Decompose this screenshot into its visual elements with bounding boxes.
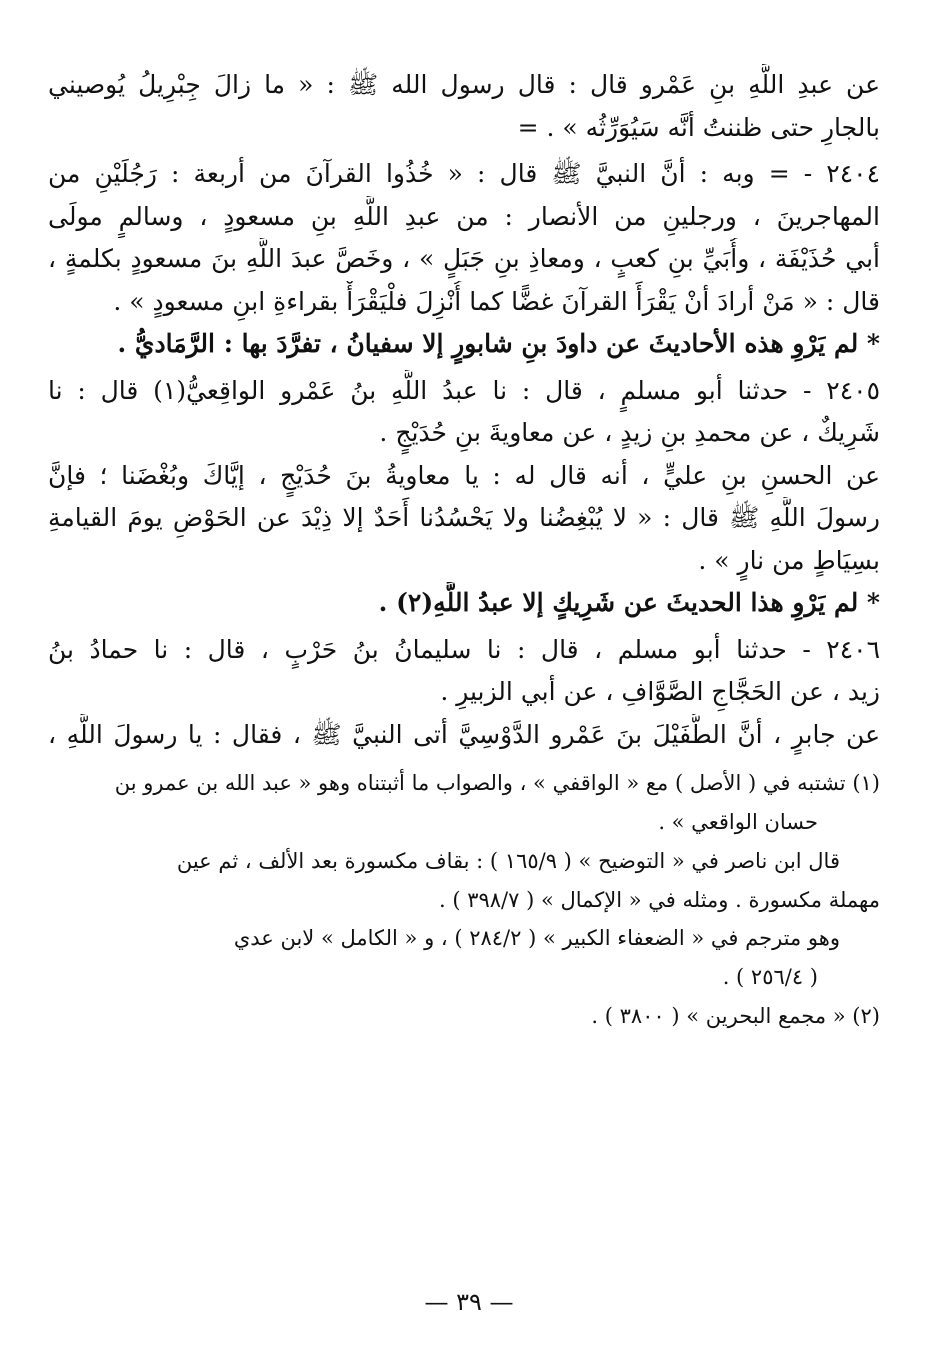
footnote-2: (٢) « مجمع البحرين » ( ٣٨٠٠ ) . <box>591 1004 880 1029</box>
hadith-2405-line-5: بسِيَاطٍ من نارٍ » . <box>698 545 880 575</box>
hadith-2405-line-1: ٢٤٠٥ - حدثنا أبو مسلمٍ ، قال : نا عبدُ اللَّهِ بنُ عَمْرو الواقِعيُّ(١) قال : نا <box>48 375 880 405</box>
footnotes <box>48 764 880 1036</box>
footnote-1-line-4: مهملة مكسورة . ومثله في « الإكمال » ( ٣٩٨/٧ ) . <box>438 887 880 912</box>
footnote-1-line-2: حسان الواقعي » . <box>658 809 818 834</box>
hadith-2404-line-1: ٢٤٠٤ - = وبه : أنَّ النبيَّ ﷺ قال : « خُذُوا القرآنَ من أربعة : رَجُلَيْنِ من <box>48 159 880 188</box>
hadith-2405-line-3: عن الحسنِ بنِ عليٍّ ، أنه قال له : يا معاويةُ بنَ حُدَيْجٍ ، إيَّاكَ وبُغْضَنا ؛ فإنَّ <box>48 460 880 490</box>
hadith-2405-line-4: رسولَ اللَّهِ ﷺ قال : « لا يُبْغِضُنا ولا يَحْسُدُنا أَحَدٌ إلا ذِيْدَ عن الحَوْضِ يومَ القيامةِ <box>48 503 880 532</box>
hadith-2406-line-3: عن جابرٍ ، أنَّ الطُّفَيْلَ بنَ عَمْرو الدَّوْسِيَّ أتى النبيَّ ﷺ ، فقال : يا رسولَ اللَّهِ ، <box>48 719 880 749</box>
main-text <box>48 64 880 756</box>
text-line-2: بالجارِ حتى ظننتُ أنَّه سَيُوَرِّثُه » . = <box>517 112 880 142</box>
footnote-1-line-6: ( ٢٥٦/٤ ) . <box>722 965 818 990</box>
footnote-1-line-1: (١) تشتبه في ( الأصل ) مع « الواقفي » ، والصواب ما أثبتناه وهو « عبد الله بن عمرو بن <box>114 771 880 795</box>
footnote-1-line-3: قال ابن ناصر في « التوضيح » ( ١٦٥/٩ ) : بقاف مكسورة بعد الألف ، ثم عين <box>176 848 840 873</box>
hadith-2405-line-2: شَرِيكٌ ، عن محمدِ بنِ زيدٍ ، عن معاويةَ بنِ حُدَيْجٍ . <box>379 418 880 447</box>
hadith-2404-line-2: المهاجرينَ ، ورجلينِ من الأنصار : من عبدِ اللَّهِ بنِ مسعودٍ ، وسالمٍ مولَى <box>48 201 880 231</box>
commentary-note-2: * لم يَرْوِ هذا الحديثَ عن شَرِيكٍ إلا عبدُ اللَّهِ(٢) . <box>378 588 880 617</box>
page-number: — ٣٩ — <box>424 1288 514 1316</box>
text-line-1: عن عبدِ اللَّهِ بنِ عَمْرو قال : قال رسول الله ﷺ : « ما زالَ جِبْرِيلُ يُوصيني <box>48 70 880 99</box>
hadith-2406-line-1: ٢٤٠٦ - حدثنا أبو مسلم ، قال : نا سليمانُ بنُ حَرْبٍ ، قال : نا حمادُ بنُ <box>48 634 880 664</box>
commentary-note-1: * لم يَرْوِ هذه الأحاديثَ عن داودَ بنِ شابورٍ إلا سفيانُ ، تفرَّدَ بها : الرَّمَاديُّ . <box>117 329 880 358</box>
hadith-2406-line-2: زيد ، عن الحَجَّاجِ الصَّوَّافِ ، عن أبي الزبيرِ . <box>440 677 880 706</box>
hadith-2404-line-4: قال : « مَنْ أرادَ أنْ يَقْرَأَ القرآنَ غضًّا كما أُنْزِلَ فلْيَقْرَأْ بقراءةِ ابنِ مسعودٍ » . <box>113 286 880 316</box>
footnote-1-line-5: وهو مترجم في « الضعفاء الكبير » ( ٢٨٤/٢ ) ، و « الكامل » لابن عدي <box>233 926 840 951</box>
hadith-2404-line-3: أبي حُذَيْفَة ، وأُبَيِّ بنِ كعبٍ ، ومعاذِ بنِ جَبَلٍ » ، وخَصَّ عبدَ اللَّهِ بنَ مسعودٍ بكلمةٍ ، <box>48 244 880 273</box>
